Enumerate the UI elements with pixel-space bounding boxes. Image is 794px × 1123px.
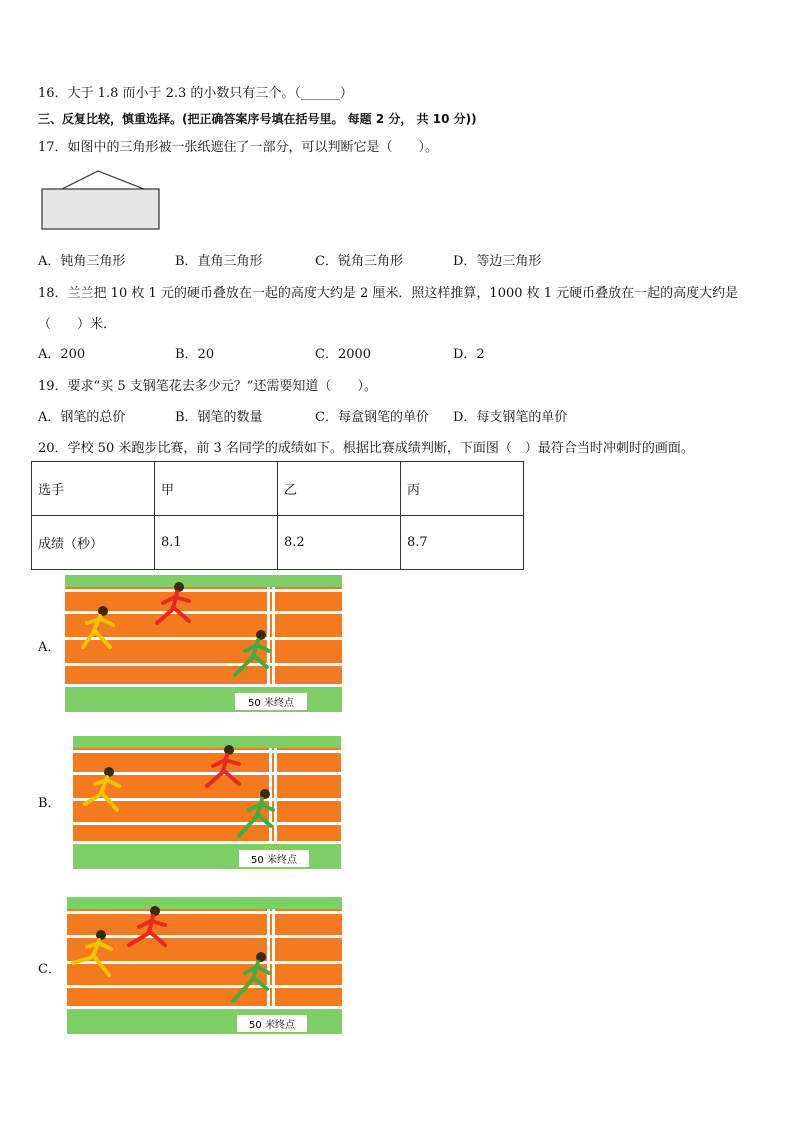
table-cell: 选手 (32, 462, 155, 516)
question-19: 19．要求“买 5 支钢笔花去多少元？”还需要知道（ ）。 (38, 379, 377, 394)
table-cell: 8.1 (155, 516, 278, 570)
paper-cover (42, 189, 159, 229)
results-table (31, 461, 524, 570)
question-18-line-1: 18．兰兰把 10 枚 1 元的硬币叠放在一起的高度大约是 2 厘米．照这样推算，1000 枚 1 元硬币叠放在一起的高度大约是 (38, 286, 739, 301)
race-figure-b[interactable] (73, 736, 341, 869)
q19-option-a[interactable]: A．钢笔的总价 (38, 410, 126, 425)
q19-option-d[interactable]: D．每支钢笔的单价 (453, 410, 568, 425)
figure-c-label[interactable]: C． (38, 962, 61, 977)
q18-option-b[interactable]: B．20 (175, 347, 215, 362)
q17-option-b[interactable]: B．直角三角形 (175, 254, 263, 269)
figure-b-label[interactable]: B． (38, 796, 61, 811)
question-20: 20．学校 50 米跑步比赛，前 3 名同学的成绩如下。根据比赛成绩判断，下面图（ ）最符合当时冲刺时的画面。 (38, 441, 694, 456)
table-cell: 成绩（秒） (32, 516, 155, 570)
table-cell: 丙 (401, 462, 524, 516)
figure-a-label[interactable]: A． (38, 640, 61, 655)
table-cell: 8.2 (278, 516, 401, 570)
race-figure-c[interactable] (67, 897, 342, 1034)
q19-option-c[interactable]: C．每盒钢笔的单价 (315, 410, 429, 425)
q17-option-d[interactable]: D．等边三角形 (453, 254, 542, 269)
table-cell: 乙 (278, 462, 401, 516)
q19-option-b[interactable]: B．钢笔的数量 (175, 410, 263, 425)
q17-option-a[interactable]: A．钝角三角形 (38, 254, 126, 269)
table-row (32, 516, 524, 570)
table-header-row (32, 462, 524, 516)
table-cell: 甲 (155, 462, 278, 516)
covered-triangle-figure (40, 168, 162, 234)
question-17: 17．如图中的三角形被一张纸遮住了一部分，可以判断它是（ ）。 (38, 140, 439, 155)
question-18-line-2: （ ）米． (38, 317, 117, 332)
finish-line-label: 50 米终点 (249, 1020, 295, 1031)
section-3-heading: 三、反复比较，慎重选择。(把正确答案序号填在括号里。 每题 2 分， 共 10 分)) (38, 112, 477, 126)
finish-line-label: 50 米终点 (251, 855, 297, 866)
question-16: 16．大于 1.8 而小于 2.3 的小数只有三个。（______） (38, 86, 353, 101)
q18-option-a[interactable]: A．200 (38, 347, 86, 362)
q17-option-c[interactable]: C．锐角三角形 (315, 254, 403, 269)
q18-option-d[interactable]: D．2 (453, 347, 485, 362)
table-cell: 8.7 (401, 516, 524, 570)
finish-line-label: 50 米终点 (248, 698, 294, 709)
race-figure-a[interactable] (65, 575, 342, 712)
q18-option-c[interactable]: C．2000 (315, 347, 372, 362)
